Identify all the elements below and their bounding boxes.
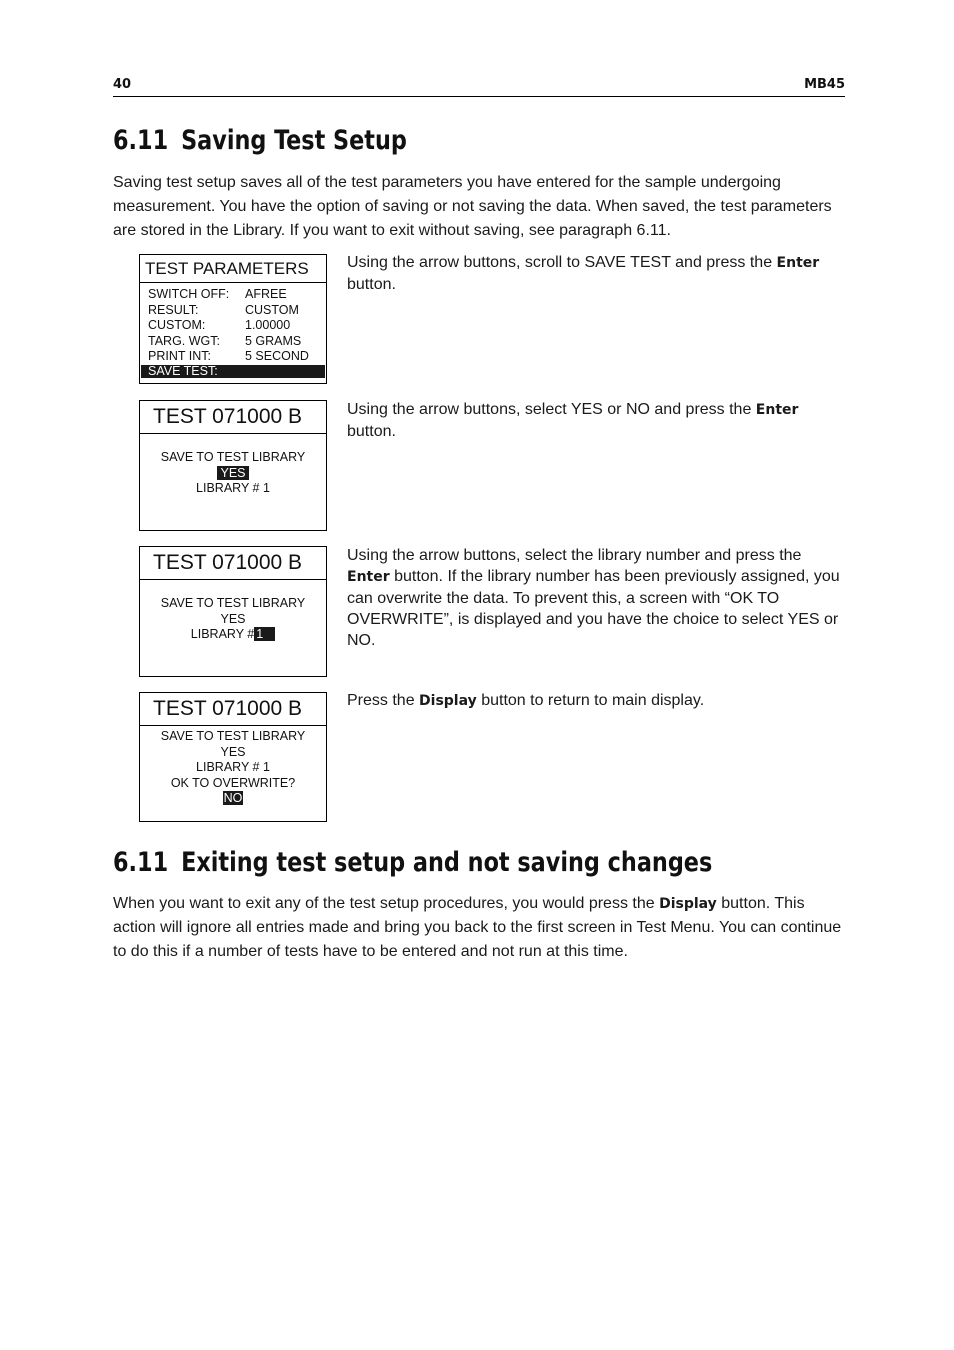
- document-name: MB45: [804, 77, 845, 92]
- lcd-screen-save-yes: [139, 400, 327, 531]
- lcd-title: TEST 071000 B: [140, 401, 326, 434]
- no-selection: NO: [223, 791, 243, 805]
- param-row: SWITCH OFF: AFREE: [148, 287, 287, 301]
- library-number-selection: 1: [254, 627, 275, 641]
- section-heading-saving: [113, 125, 407, 156]
- lcd-line: YES: [220, 744, 246, 759]
- lcd-title: TEST 071000 B: [140, 547, 326, 580]
- section-number: 6.11: [113, 125, 169, 156]
- param-row: PRINT INT: 5 SECOND: [148, 349, 309, 363]
- lcd-line: SAVE TO TEST LIBRARY: [160, 450, 306, 464]
- display-button-ref: Display: [419, 693, 477, 709]
- lcd-line: OK TO OVERWRITE?: [170, 775, 296, 790]
- lcd-line: SAVE TO TEST LIBRARY: [160, 596, 306, 610]
- lcd-screen-overwrite: [139, 692, 327, 822]
- lcd-title: TEST 071000 B: [140, 693, 326, 726]
- enter-button-ref: Enter: [347, 569, 390, 585]
- lcd-line: SAVE TO TEST LIBRARY: [160, 729, 306, 743]
- step1-description: Using the arrow buttons, scroll to SAVE TEST and press the Enter button.: [347, 254, 820, 293]
- yes-selection: YES: [217, 466, 248, 480]
- lcd-line-library: LIBRARY # 1: [140, 627, 326, 643]
- section-heading-exiting: [113, 847, 712, 878]
- param-row: RESULT: CUSTOM: [148, 302, 299, 317]
- section-title: Saving Test Setup: [181, 125, 407, 156]
- page-number: 40: [113, 77, 132, 92]
- section-number: 6.11: [113, 847, 169, 878]
- lcd-title: TEST PARAMETERS: [140, 255, 326, 283]
- lcd-line: LIBRARY # 1: [196, 760, 270, 774]
- param-row-save-test-highlighted: SAVE TEST:: [141, 365, 325, 378]
- lcd-line: LIBRARY # 1: [196, 481, 270, 495]
- lcd-screen-test-parameters: [139, 254, 327, 384]
- lcd-line-selected: [140, 466, 326, 482]
- param-row: CUSTOM: 1.00000: [148, 318, 291, 332]
- display-button-ref: Display: [659, 896, 717, 912]
- lcd-screen-library-number: [139, 546, 327, 677]
- step4-description: Press the Display button to return to main display.: [347, 692, 705, 709]
- section-title: Exiting test setup and not saving changes: [181, 847, 713, 878]
- enter-button-ref: Enter: [776, 255, 820, 271]
- lcd-line: YES: [220, 611, 246, 626]
- step3-description: Using the arrow buttons, select the library number and press the Enter button. If the library number has been previously assigned, you can overwrite the data. To prevent this, a screen with “OK TO OVERWRITE”, is displayed and you have the choice to select YES or NO.: [347, 547, 840, 649]
- step2-description: Using the arrow buttons, select YES or NO and press the Enter button.: [347, 401, 799, 440]
- param-row: TARG. WGT: 5 GRAMS: [148, 333, 302, 348]
- param-list: [140, 287, 326, 378]
- exit-paragraph: When you want to exit any of the test setup procedures, you would press the Display button. This action will ignore all entries made and bring you back to the first screen in Test Menu. You can continue to do this if a number of tests have to be entered and not run at this time.: [113, 895, 842, 960]
- enter-button-ref: Enter: [755, 402, 799, 418]
- page-header: [113, 77, 845, 97]
- lcd-line-selected: [140, 791, 326, 807]
- intro-paragraph: Saving test setup saves all of the test parameters you have entered for the sample undergoing measurement. You have the option of saving or not saving the data. When saved, the test parameters are stored in the Library. If you want to exit without saving, see paragraph 6.11.: [113, 174, 832, 239]
